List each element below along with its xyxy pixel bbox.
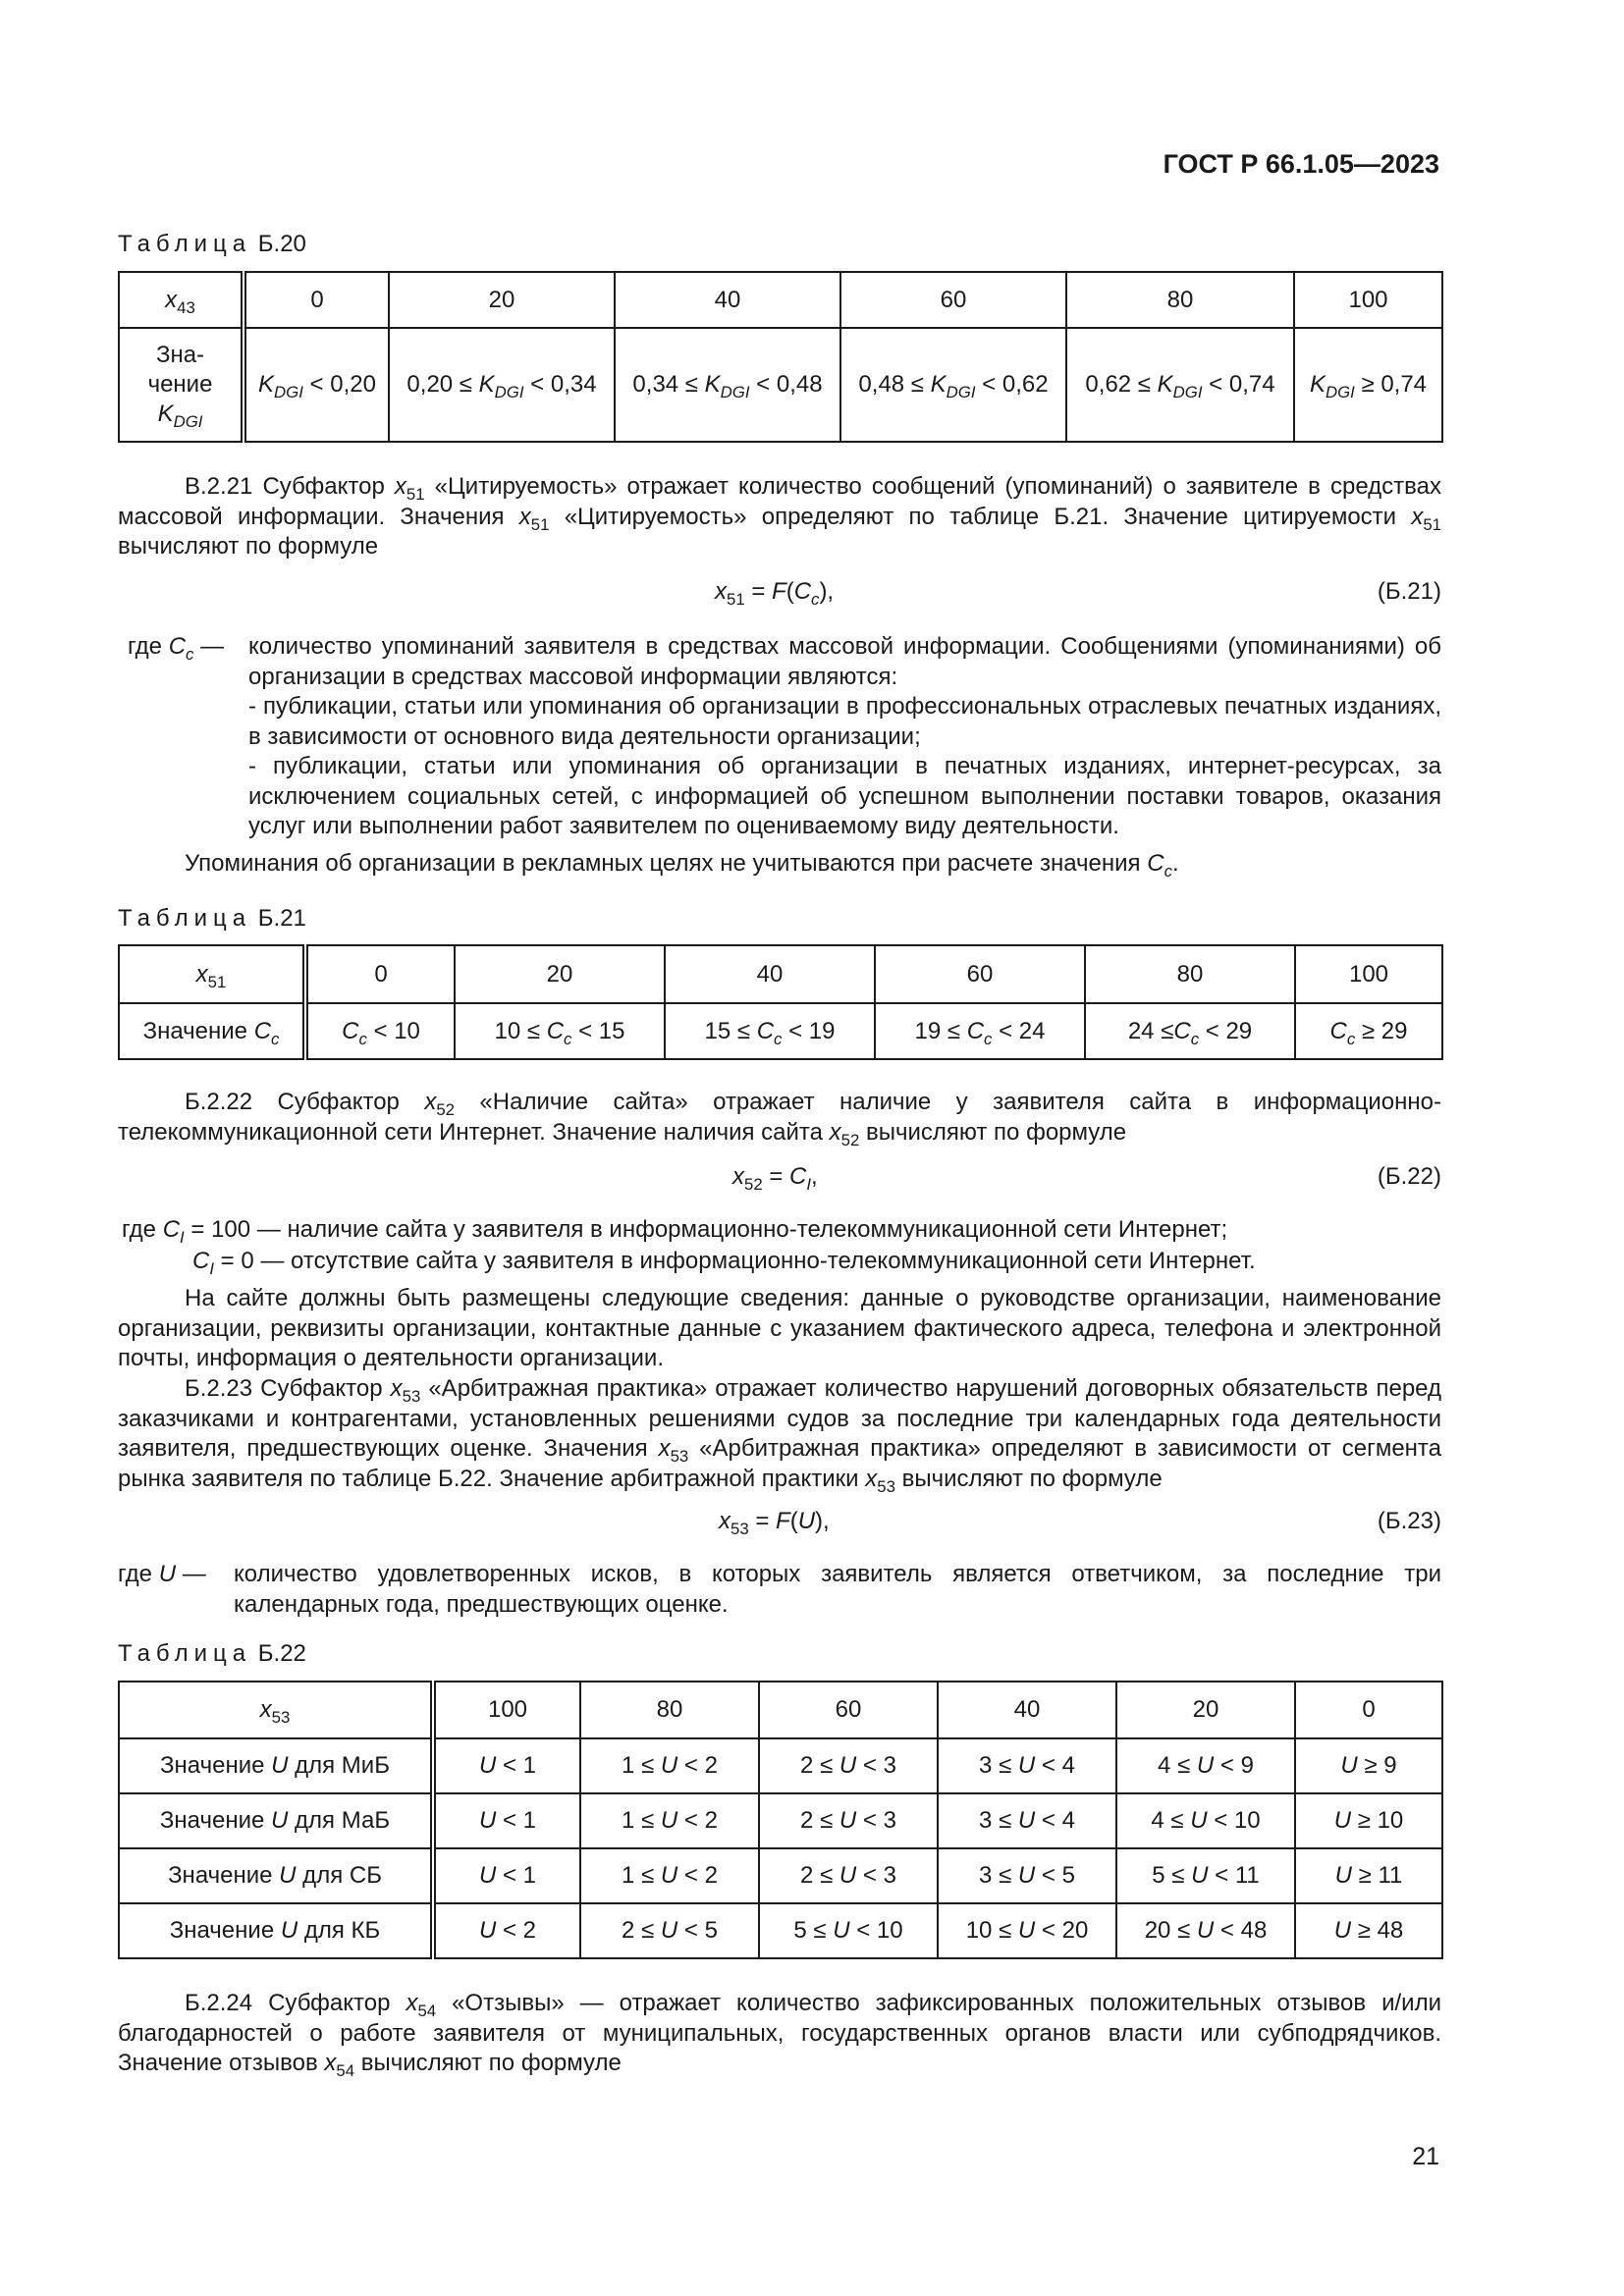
table-b22-col-0: 100 [433,1682,580,1738]
note-b21: Упоминания об организации в рекламных целях не учитываются при расчете значения $C_c$. [185,850,1179,881]
table-b21-col-5: 100 [1295,945,1442,1003]
table-b20-cell-4: $0,62 \le K_{DGI} < 0,74$ [1066,328,1294,442]
table-b20-header-row [119,272,1442,328]
where-line-2-b22: $C_I = 0$ — отсутствие сайта у заявителя в информационно-телекоммуникационной сети Интернет. [192,1248,1256,1278]
table-row [119,1848,1442,1903]
table-cell: 2 ≤ U < 3 [759,1793,938,1848]
table-b22-row-label: Значение U для МаБ [119,1793,433,1848]
table-cell: U < 2 [433,1903,580,1958]
table-b22-row-label: Значение U для СБ [119,1848,433,1903]
bullet-2-b21: - публикации, статьи или упоминания об организации в печатных изданиях, интернет-ресурсах, за исключением социальных сетей, с информацией об успешном выполнении поставки товаров, оказания услуг или выполнении работ заявителем по оцениваемому виду деятельности. [248,753,1441,839]
table-cell: U ≥ 48 [1295,1903,1442,1958]
table-b22-row-label: Значение U для КБ [119,1903,433,1958]
table-b20-cell-5: $K_{DGI} \ge 0,74$ [1294,328,1442,442]
table-b21-col-4: 80 [1085,945,1295,1003]
table-b20-col-2: 40 [615,272,840,328]
where-text-b23: количество удовлетворенных исков, в которых заявитель является ответчиком, за последние три календарных года, предшествующих оценке. [234,1561,1441,1618]
table-b20-head-var: $x_{43}$ [119,272,244,328]
paragraph-b2-22: Б.2.22 Субфактор $x_{52}$ «Наличие сайта» отражает наличие у заявителя сайта в информационно-телекоммуникационной сети Интернет. Значение наличия сайта $x_{52}$ вычисляют по формуле [118,1089,1441,1149]
paragraph-b2-24: Б.2.24 Субфактор $x_{54}$ «Отзывы» — отражает количество зафиксированных положительных отзывов и/или благодарностей о работе заявителя от муниципальных, государственных органов власти или субподрядчиков. Значение отзывов $x_{54}$ вычисляют по формуле [118,1990,1441,2080]
table-b20-row-label: Зна- чение $K_{DGI}$ [119,328,244,442]
table-b21-col-2: 40 [665,945,875,1003]
table-b21-col-0: 0 [305,945,455,1003]
table-cell: 2 ≤ U < 3 [759,1738,938,1793]
table-b21-cell-1: $10 \le C_c < 15$ [455,1003,665,1059]
bullet-1-b21: - публикации, статьи или упоминания об организации в профессиональных отраслевых печатных изданиях, в зависимости от основного вида деятельности организации; [248,693,1441,750]
table-cell: 4 ≤ U < 10 [1116,1793,1295,1848]
table-cell: 3 ≤ U < 5 [938,1848,1116,1903]
table-cell: U < 1 [433,1793,580,1848]
table-b21-head-var: $x_{51}$ [119,945,305,1003]
where-label-b23: где U — [118,1561,206,1587]
table-b21-cell-2: $15 \le C_c < 19$ [665,1003,875,1059]
table-b20-cell-1: $0,20 \le K_{DGI} < 0,34$ [389,328,615,442]
table-b20-col-4: 80 [1066,272,1294,328]
table-b20-col-0: 0 [244,272,389,328]
table-cell: U ≥ 9 [1295,1738,1442,1793]
table-cell: 3 ≤ U < 4 [938,1793,1116,1848]
table-cell: 5 ≤ U < 11 [1116,1848,1295,1903]
table-cell: U ≥ 11 [1295,1848,1442,1903]
table-b21-value-row [119,1003,1442,1059]
table-b20-cell-2: $0,34 \le K_{DGI} < 0,48$ [615,328,840,442]
table-b20-col-5: 100 [1294,272,1442,328]
table-cell: 1 ≤ U < 2 [580,1848,759,1903]
table-b20-col-3: 60 [840,272,1066,328]
table-cell: 10 ≤ U < 20 [938,1903,1116,1958]
table-cell: 20 ≤ U < 48 [1116,1903,1295,1958]
equation-number-b23: (Б.23) [1377,1508,1441,1534]
table-b20 [118,271,1443,443]
document-header: ГОСТ Р 66.1.05—2023 [1163,149,1439,179]
page-number: 21 [1412,2143,1439,2170]
paragraph-b2-22-site-info: На сайте должны быть размещены следующие сведения: данные о руководстве организации, наименование организации, реквизиты организации, контактные данные с указанием фактического адреса, телефона и электронной почты, информация о деятельности организации. [118,1285,1441,1371]
table-row [119,1903,1442,1958]
where-label-b21: где $C_c$ — [128,633,225,664]
table-b22-row-label: Значение U для МиБ [119,1738,433,1793]
table-b21-cell-3: $19 \le C_c < 24$ [875,1003,1085,1059]
table-b21-cell-0: $C_c < 10$ [305,1003,455,1059]
formula-b21: $x_{51} = F(C_c)$, [715,578,835,609]
table-cell: 1 ≤ U < 2 [580,1793,759,1848]
table-b22 [118,1681,1443,1959]
formula-b23: $x_{53} = F(U)$, [719,1508,830,1538]
table-b21-row-label: Значение $C_c$ [119,1003,305,1059]
table-b21-cell-4: $24 \le C_c < 29$ [1085,1003,1295,1059]
table-b22-col-4: 20 [1116,1682,1295,1738]
table-b22-col-5: 0 [1295,1682,1442,1738]
where-text-b21: количество упоминаний заявителя в средствах массовой информации. Сообщениями (упоминаниями) об организации в средствах массовой информации являются: [248,633,1441,690]
table-cell: U < 1 [433,1848,580,1903]
paragraph-b2-23: Б.2.23 Субфактор $x_{53}$ «Арбитражная практика» отражает количество нарушений договорных обязательств перед заказчиками и контрагентами, установленных решениями судов за последние три календарных года деятельности заявителя, предшествующих оценке. Значения $x_{53}$ «Арбитражная практика» определяют в зависимости от сегмента рынка заявителя по таблице Б.22. Значение арбитражной практики $x_{53}$ вычисляют по формуле [118,1375,1442,1496]
table-b22-col-2: 60 [759,1682,938,1738]
table-b20-col-1: 20 [389,272,615,328]
table-cell: U < 1 [433,1738,580,1793]
table-b20-cell-0: $K_{DGI} < 0,20$ [244,328,389,442]
table-b21-col-3: 60 [875,945,1085,1003]
table-b22-col-3: 40 [938,1682,1116,1738]
table-b21-cell-5: $C_c \ge 29$ [1295,1003,1442,1059]
table-row [119,1738,1442,1793]
table-b21-header-row [119,945,1442,1003]
table-cell: U ≥ 10 [1295,1793,1442,1848]
table-b22-caption: Таблица Б.22 [118,1640,306,1667]
table-b20-caption: Таблица Б.20 [118,231,306,257]
table-row [119,1793,1442,1848]
equation-number-b22: (Б.22) [1377,1163,1441,1190]
table-b21-col-1: 20 [455,945,665,1003]
where-line-1-b22: где $C_I = 100$ — наличие сайта у заявителя в информационно-телекоммуникационной сети Интернет; [122,1216,1228,1247]
table-b21 [118,944,1443,1060]
table-b20-value-row [119,328,1442,442]
table-b21-caption: Таблица Б.21 [118,905,306,932]
table-cell: 1 ≤ U < 2 [580,1738,759,1793]
table-b22-col-1: 80 [580,1682,759,1738]
table-b22-head-var: $x_{53}$ [119,1682,433,1738]
table-cell: 2 ≤ U < 5 [580,1903,759,1958]
table-cell: 3 ≤ U < 4 [938,1738,1116,1793]
table-cell: 4 ≤ U < 9 [1116,1738,1295,1793]
table-b22-header-row [119,1682,1442,1738]
formula-b22: $x_{52} = C_I$, [732,1163,818,1194]
table-cell: 2 ≤ U < 3 [759,1848,938,1903]
paragraph-b2-21: В.2.21 Субфактор $x_{51}$ «Цитируемость» отражает количество сообщений (упоминаний) о заявителе в средствах массовой информации. Значения $x_{51}$ «Цитируемость» определяют по таблице Б.21. Значение цитируемости $x_{51}$ вычисляют по формуле [118,473,1442,560]
table-b20-cell-3: $0,48 \le K_{DGI} < 0,62$ [840,328,1066,442]
table-cell: 5 ≤ U < 10 [759,1903,938,1958]
equation-number-b21: (Б.21) [1377,578,1441,605]
